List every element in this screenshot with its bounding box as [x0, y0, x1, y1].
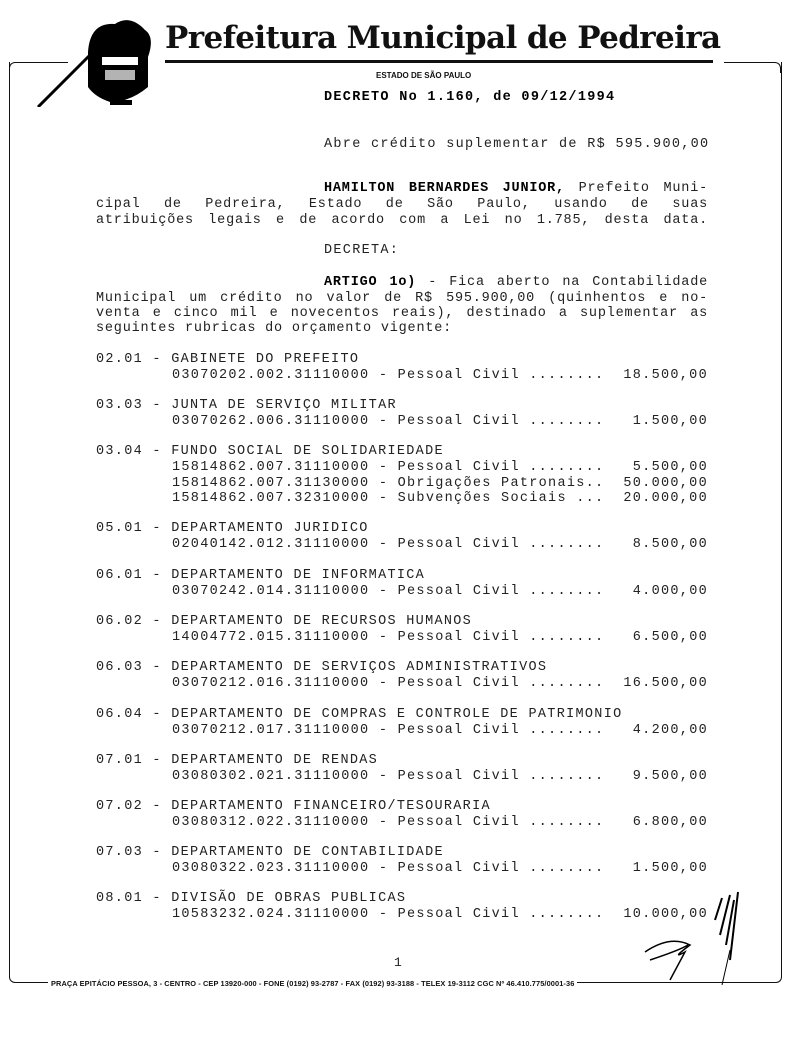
budget-item-header: 06.04 - DEPARTAMENTO DE COMPRAS E CONTROLE DE PATRIMONIO [96, 707, 623, 722]
municipal-coat-of-arms-logo [30, 12, 165, 107]
decree-heading: DECRETO No 1.160, de 09/12/1994 [324, 90, 616, 105]
article-line-3: venta e cinco mil e novecentos reais), destinado a suplementar as [96, 306, 708, 321]
article-label: ARTIGO 1o) [324, 275, 417, 290]
budget-item [96, 444, 708, 507]
budget-line [172, 861, 708, 877]
budget-item [96, 352, 708, 384]
unit-code: 06.03 [96, 660, 144, 675]
account: 03070212.016.31110000 - Pessoal Civil ........ [172, 676, 605, 691]
decreta-label: DECRETA: [324, 243, 400, 258]
unit-code: 02.01 [96, 352, 144, 367]
amount: 4.000,00 [632, 584, 708, 599]
unit-name: FUNDO SOCIAL DE SOLIDARIEDADE [171, 444, 444, 459]
amount: 18.500,00 [623, 368, 708, 383]
amount: 5.500,00 [632, 460, 708, 475]
account: 03080322.023.31110000 - Pessoal Civil ........ [172, 861, 605, 876]
unit-name: DEPARTAMENTO DE SERVIÇOS ADMINISTRATIVOS [171, 660, 548, 675]
amount: 1.500,00 [632, 414, 708, 429]
article-line-1 [96, 275, 708, 290]
budget-item-header: 03.04 - FUNDO SOCIAL DE SOLIDARIEDADE [96, 444, 444, 459]
budget-item-header: 07.02 - DEPARTAMENTO FINANCEIRO/TESOURARIA [96, 799, 491, 814]
unit-code: 06.01 [96, 568, 144, 583]
amount: 1.500,00 [632, 861, 708, 876]
letterhead-state: ESTADO DE SÃO PAULO [376, 71, 472, 80]
unit-code: 05.01 [96, 521, 144, 536]
amount: 20.000,00 [623, 491, 708, 506]
decree-summary: Abre crédito suplementar de R$ 595.900,00 [324, 137, 710, 152]
account: 15814862.007.32310000 - Subvenções Sociais ... [172, 491, 605, 506]
account: 02040142.012.31110000 - Pessoal Civil ........ [172, 537, 605, 552]
letterhead-footer: PRAÇA EPITÁCIO PESSOA, 3 - CENTRO - CEP 13920-000 - FONE (0192) 93-2787 - FAX (0192) 93-3188 - TELEX 19-3112 CGC Nº 46.410.775/0001-36 [48, 979, 577, 988]
budget-item [96, 799, 708, 831]
unit-name: DEPARTAMENTO DE RENDAS [171, 753, 379, 768]
budget-line [172, 907, 708, 923]
preamble-line-2: cipal de Pedreira, Estado de São Paulo, usando de suas [96, 197, 708, 212]
budget-item-header: 07.03 - DEPARTAMENTO DE CONTABILIDADE [96, 845, 444, 860]
budget-item [96, 614, 708, 646]
handwritten-signatures [630, 890, 740, 985]
budget-item-header: 06.02 - DEPARTAMENTO DE RECURSOS HUMANOS [96, 614, 473, 629]
unit-name: DEPARTAMENTO DE COMPRAS E CONTROLE DE PATRIMONIO [171, 707, 623, 722]
budget-item-header: 03.03 - JUNTA DE SERVIÇO MILITAR [96, 398, 397, 413]
article-text: - Fica aberto na Contabilidade [428, 275, 708, 290]
budget-line [172, 584, 708, 600]
unit-name: DEPARTAMENTO FINANCEIRO/TESOURARIA [171, 799, 491, 814]
budget-item-header: 06.01 - DEPARTAMENTO DE INFORMATICA [96, 568, 426, 583]
unit-name: GABINETE DO PREFEITO [171, 352, 360, 367]
account: 03070202.002.31110000 - Pessoal Civil ........ [172, 368, 605, 383]
unit-code: 08.01 [96, 891, 144, 906]
unit-code: 06.04 [96, 707, 144, 722]
budget-item [96, 753, 708, 785]
amount: 9.500,00 [632, 769, 708, 784]
budget-item [96, 568, 708, 600]
page-number: 1 [394, 955, 404, 970]
account: 03080302.021.31110000 - Pessoal Civil ........ [172, 769, 605, 784]
budget-line [172, 414, 708, 430]
letterhead-title: Prefeitura Municipal de Pedreira [165, 20, 721, 56]
unit-name: DEPARTAMENTO DE CONTABILIDADE [171, 845, 444, 860]
budget-line [172, 723, 708, 739]
budget-item [96, 707, 708, 739]
budget-line [172, 769, 708, 785]
budget-item [96, 521, 708, 553]
preamble-text: Prefeito Muni- [578, 181, 709, 196]
budget-item [96, 660, 708, 692]
unit-name: DEPARTAMENTO DE RECURSOS HUMANOS [171, 614, 473, 629]
budget-line [172, 630, 708, 646]
budget-item-header: 07.01 - DEPARTAMENTO DE RENDAS [96, 753, 379, 768]
budget-line [172, 368, 708, 384]
amount: 16.500,00 [623, 676, 708, 691]
budget-line [172, 537, 708, 553]
budget-line [172, 491, 708, 507]
unit-code: 03.04 [96, 444, 144, 459]
budget-line [172, 460, 708, 476]
budget-item-header: 06.03 - DEPARTAMENTO DE SERVIÇOS ADMINISTRATIVOS [96, 660, 548, 675]
budget-item [96, 845, 708, 877]
amount: 6.800,00 [632, 815, 708, 830]
budget-item-header: 08.01 - DIVISÃO DE OBRAS PUBLICAS [96, 891, 407, 906]
amount: 6.500,00 [632, 630, 708, 645]
budget-line [172, 815, 708, 831]
account: 15814862.007.31130000 - Obrigações Patronais.. [172, 475, 605, 491]
account: 10583232.024.31110000 - Pessoal Civil ........ [172, 907, 605, 922]
unit-code: 07.03 [96, 845, 144, 860]
account: 03070212.017.31110000 - Pessoal Civil ........ [172, 723, 605, 738]
amount: 4.200,00 [632, 723, 708, 738]
account: 03070262.006.31110000 - Pessoal Civil ........ [172, 414, 605, 429]
budget-item-header: 02.01 - GABINETE DO PREFEITO [96, 352, 360, 367]
unit-code: 07.01 [96, 753, 144, 768]
unit-code: 07.02 [96, 799, 144, 814]
budget-line [172, 676, 708, 692]
unit-name: DIVISÃO DE OBRAS PUBLICAS [171, 891, 407, 906]
preamble-line-1 [96, 181, 708, 196]
article-line-4: seguintes rubricas do orçamento vigente: [96, 321, 453, 336]
frame-corner-right [724, 62, 781, 73]
unit-name: DEPARTAMENTO JURIDICO [171, 521, 369, 536]
amount: 10.000,00 [623, 907, 708, 922]
budget-item [96, 891, 708, 923]
account: 03080312.022.31110000 - Pessoal Civil ........ [172, 815, 605, 830]
preamble-line-3: atribuições legais e de acordo com a Lei no 1.785, desta data. [96, 213, 708, 228]
unit-name: JUNTA DE SERVIÇO MILITAR [171, 398, 397, 413]
budget-line [172, 476, 708, 492]
budget-item-header: 05.01 - DEPARTAMENTO JURIDICO [96, 521, 369, 536]
account: 15814862.007.31110000 - Pessoal Civil ........ [172, 460, 605, 475]
account: 14004772.015.31110000 - Pessoal Civil ........ [172, 630, 605, 645]
article-line-2: Municipal um crédito no valor de R$ 595.900,00 (quinhentos e no- [96, 291, 708, 306]
unit-code: 06.02 [96, 614, 144, 629]
amount: 8.500,00 [632, 537, 708, 552]
amount: 50.000,00 [623, 475, 708, 491]
mayor-name: HAMILTON BERNARDES JUNIOR, [324, 181, 565, 196]
unit-name: DEPARTAMENTO DE INFORMATICA [171, 568, 426, 583]
title-rule [165, 60, 713, 63]
account: 03070242.014.31110000 - Pessoal Civil ........ [172, 584, 605, 599]
unit-code: 03.03 [96, 398, 144, 413]
budget-item [96, 398, 708, 430]
